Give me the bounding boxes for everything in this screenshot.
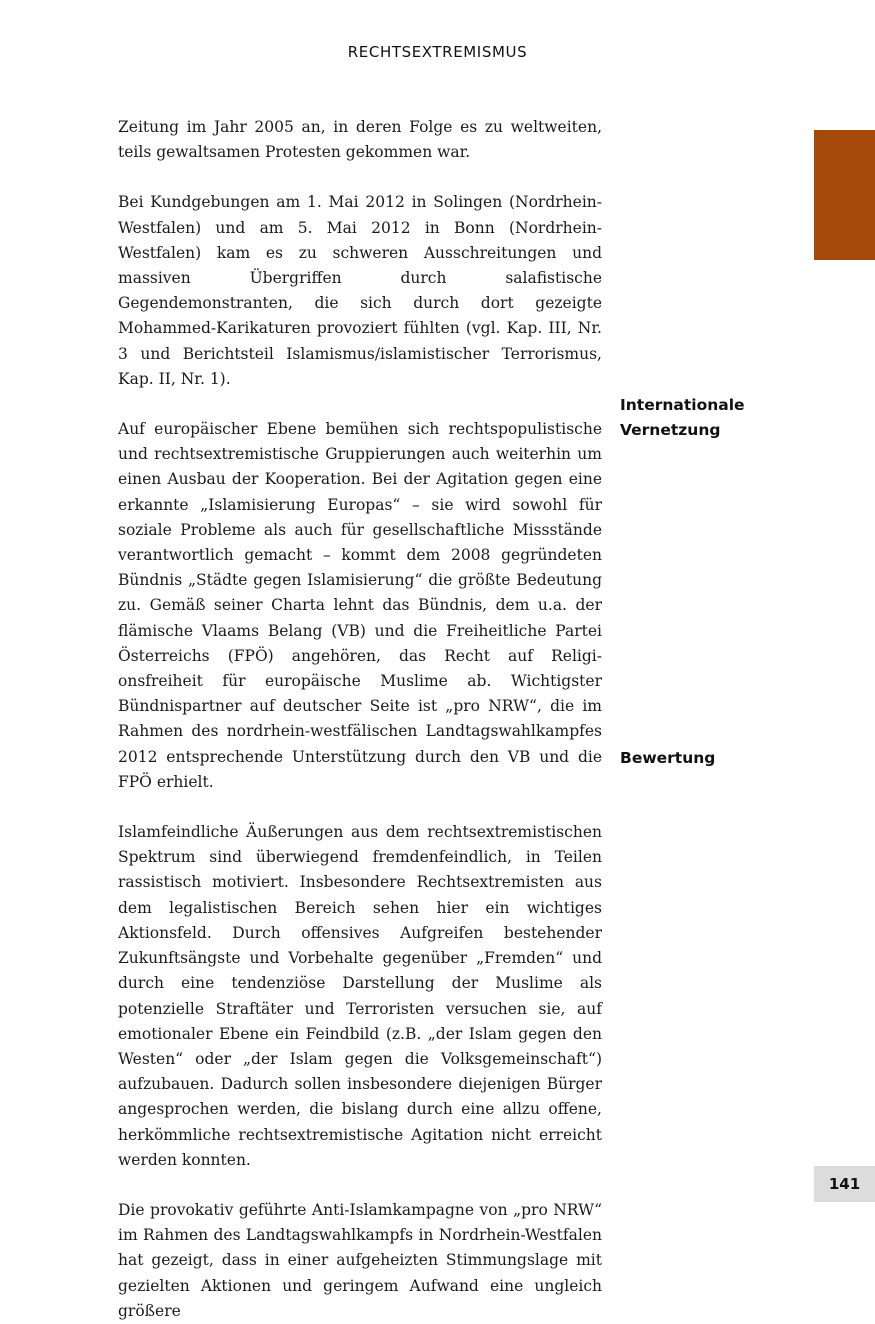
chapter-color-tab xyxy=(814,130,875,260)
margin-heading-bewertung: Bewertung xyxy=(620,749,716,767)
page-number: 141 xyxy=(814,1166,875,1202)
paragraph-europaeische-ebene: Auf europäischer Ebene bemühen sich rechtspopulistische und rechtsextremistische Gruppierungen auch weiterhin um einen Ausbau der Kooperation. Bei der Agitation gegen eine erkannte „Islamisierung Europas“ – sie wird sowohl für soziale Probleme als auch für gesellschaftliche Missstände verantwortlich gemacht – kommt dem 2008 gegründeten Bündnis „Städte gegen Islamisierung“ die größte Bedeutung zu. Gemäß seiner Charta lehnt das Bündnis, dem u.a. der flämische Vlaams Belang (VB) und die Freiheitliche Partei Österreichs (FPÖ) angehören, das Recht auf Religionsfreiheit für europäische Muslime ab. Wichtigster Bündnispartner auf deutscher Seite ist „pro NRW“, die im Rahmen des nordrhein-westfälischen Landtagswahlkampfes 2012 entsprechende Unterstützung durch den VB und die FPÖ erhielt. xyxy=(118,420,602,791)
paragraph-islamfeindliche-aeusserungen: Islamfeindliche Äußerungen aus dem rechtsextremistischen Spektrum sind überwiegend fremdenfeindlich, in Teilen rassistisch motiviert. Insbesondere Rechtsextremisten aus dem legalistischen Bereich sehen hier ein wichtiges Aktionsfeld. Durch offensives Aufgreifen bestehender Zukunftsängste und Vorbehalte gegenüber „Fremden“ und durch eine tendenziöse Darstellung der Muslime als potenzielle Straftäter und Terroristen versuchen sie, auf emotionaler Ebene ein Feindbild (z.B. „der Islam gegen den Westen“ oder „der Islam gegen die Volksgemeinschaft“) aufzubauen. Dadurch sollen insbesondere diejenigen Bürger angesprochen werden, die bislang durch eine allzu offene, herkömmliche rechtsextremistische Agitation nicht erreicht werden konnten. xyxy=(118,823,602,1169)
paragraph-kundgebungen: Bei Kundgebungen am 1. Mai 2012 in Solingen (Nordrhein-Westfalen) und am 5. Mai 2012 in Bonn (Nordrhein-Westfalen) kam es zu schweren Ausschreitungen und massiven Übergriffen durch salafistische Gegendemonstranten, die sich durch dort gezeigte Mohammed-Karikaturen provoziert fühlten (vgl. Kap. III, Nr. 3 und Berichtsteil Islamismus/islamistischer Terrorismus, Kap. II, Nr. 1). xyxy=(118,193,602,388)
paragraph-continuation: Zeitung im Jahr 2005 an, in deren Folge es zu weltweiten, teils gewaltsamen Protesten gekommen war. xyxy=(118,118,602,162)
margin-heading-internationale-vernetzung: Internationale Vernetzung xyxy=(620,396,745,440)
main-text-column xyxy=(118,115,602,1324)
paragraph-anti-islamkampagne: Die provokativ geführte Anti-Islamkampagne von „pro NRW“ im Rahmen des Landtagswahlkampfs in Nordrhein-Westfalen hat gezeigt, dass in einer aufgeheizten Stimmungslage mit gezielten Aktionen und geringem Aufwand eine ungleich größere xyxy=(118,1200,602,1320)
running-header: RECHTSEXTREMISMUS xyxy=(347,43,528,61)
